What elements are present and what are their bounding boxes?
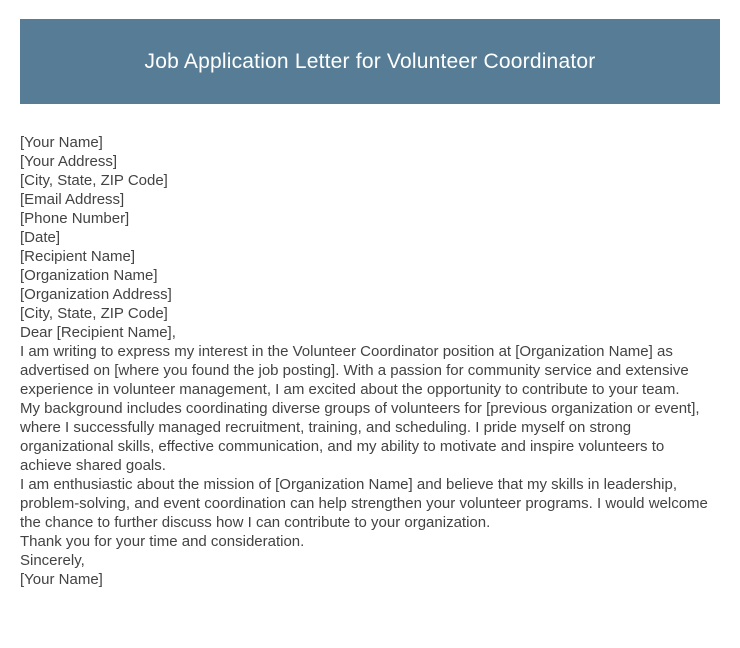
sender-phone-line: [Phone Number] [20, 210, 130, 227]
recipient-city-line: [City, State, ZIP Code] [20, 305, 168, 322]
letter-title-banner [20, 19, 720, 104]
organization-address-line: [Organization Address] [20, 286, 172, 303]
page-title: Job Application Letter for Volunteer Coordinator [144, 49, 596, 73]
signature-line: [Your Name] [20, 571, 103, 588]
sender-email-line: [Email Address] [20, 191, 125, 208]
date-line: [Date] [20, 229, 61, 246]
sender-city-line: [City, State, ZIP Code] [20, 172, 168, 189]
closing-line: Thank you for your time and consideration. [20, 533, 305, 550]
organization-name-line: [Organization Name] [20, 267, 158, 284]
body-paragraph-1: I am writing to express my interest in the Volunteer Coordinator position at [Organization Name] as advertised on [where you found the job posting]. With a passion for community service and extensive experience in volunteer management, I am excited about the opportunity to contribute to your team. [20, 343, 689, 398]
letter-body [20, 133, 720, 589]
recipient-name-line: [Recipient Name] [20, 248, 136, 265]
signoff-line: Sincerely, [20, 552, 85, 569]
sender-address-line: [Your Address] [20, 153, 118, 170]
body-paragraph-3: I am enthusiastic about the mission of [Organization Name] and believe that my skills in leadership, problem-solving, and event coordination can help strengthen your volunteer programs. I would welcome the chance to further discuss how I can contribute to your organization. [20, 476, 708, 531]
sender-name-line: [Your Name] [20, 134, 103, 151]
body-paragraph-2: My background includes coordinating diverse groups of volunteers for [previous organization or event], where I successfully managed recruitment, training, and scheduling. I pride myself on strong organizational skills, effective communication, and my ability to motivate and inspire volunteers to achieve shared goals. [20, 400, 700, 474]
salutation-line: Dear [Recipient Name], [20, 324, 176, 341]
